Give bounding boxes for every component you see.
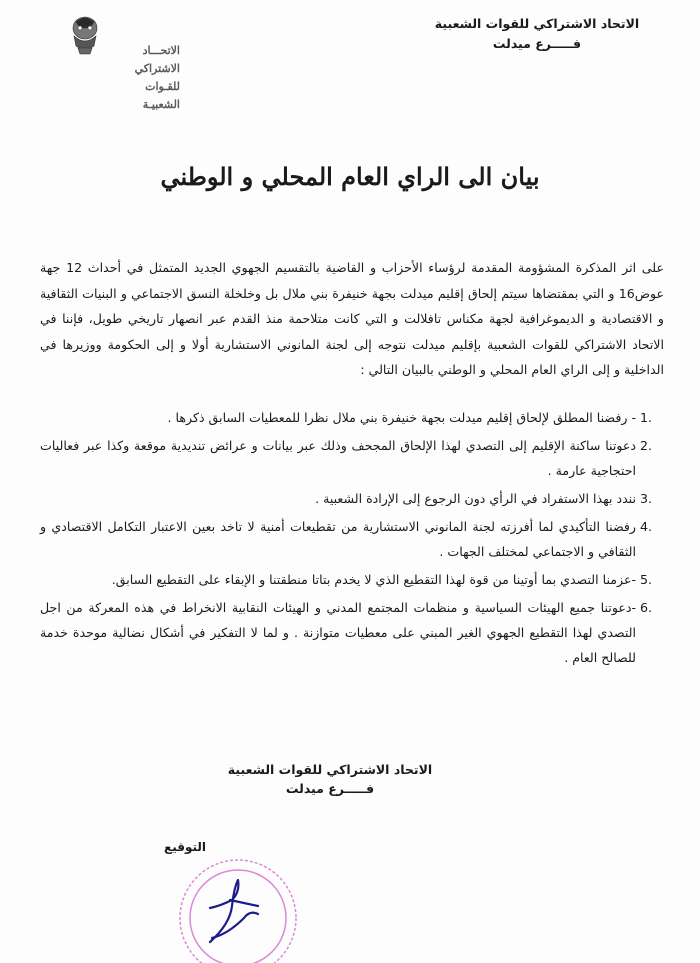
list-item [40, 595, 664, 670]
header-org-name: الاتحاد الاشتراكي للقوات الشعبية [434, 16, 640, 31]
header-branch: فـــــرع ميدلت [492, 36, 582, 51]
list-item [40, 567, 664, 592]
party-logo [60, 14, 180, 134]
org-header [432, 14, 642, 54]
logo-line: الاشتراكي [134, 62, 180, 75]
point-text: -دعوتنا جميع الهيئات السياسية و منظمات المجتمع المدني و الهيئات النقابية الانخراط في هذه المعركة من اجل التصدي لهذا التقطيع الجهوي الغير المبني على معطيات متوازنة . و لما لا التفكير في أشكال نضالية موحدة خدمة للصالح العام . [40, 600, 636, 665]
document-title: بيان الى الراي العام المحلي و الوطني [160, 162, 540, 191]
point-text: رفضنا التأكيدي لما أفرزته لجنة المانوني الاستشارية من تقطيعات أمنية لا تاخد بعين الاعتبار التكامل الاقتصادي و الثقافي و الاجتماعي لمختلف الجهات . [40, 519, 636, 559]
point-number: 4. [640, 519, 653, 534]
logo-line: للقـوات [145, 80, 180, 93]
stamp-seal [180, 860, 296, 963]
handwritten-signature [210, 880, 258, 942]
list-item [40, 433, 664, 483]
intro-paragraph: على اثر المذكرة المشؤومة المقدمة لرؤساء الأحزاب و القاضية بالتقسيم الجهوي الجديد المتمثل في أحداث 12 جهة عوض16 و التي بمقتضاها سيتم إلحاق إقليم ميدلت بجهة خنيفرة بني ملال بل وخلخلة النسق الاجتماعي و البنيات الثقافية و الاقتصادية و الديموغرافية لجهة مكناس تافلالت و التي كانت متلاحمة منذ القدم عبر انصهار تاريخي طويل، فإننا في الاتحاد الاشتراكي للقوات الشعبية بإقليم ميدلت نتوجه إلى لجنة المانوني الاستشارية أولا و إلى الحكومة ووزيرها في الداخلية و إلى الراي العام المحلي و الوطني بالبيان التالي : [40, 260, 664, 377]
point-text: -عزمنا التصدي بما أوتينا من قوة لهذا التقطيع الذي لا يخدم بتاتا منطقتنا و الإبقاء على التقطيع السابق. [111, 572, 636, 587]
point-number: 5. [640, 572, 653, 587]
footer-branch: فـــــرع ميدلت [285, 781, 375, 796]
logo-line: الشعبيـة [142, 98, 180, 111]
point-text: - رفضنا المطلق لإلحاق إقليم ميدلت بجهة خنيفرة بني ملال نظرا للمعطيات السابق ذكرها . [167, 410, 636, 425]
point-number: 1. [640, 410, 653, 425]
point-number: 3. [640, 491, 653, 506]
list-item [40, 405, 664, 430]
point-number: 2. [640, 438, 653, 453]
point-text: دعوتنا ساكنة الإقليم إلى التصدي لهذا الإلحاق المجحف وذلك عبر بيانات و عرائض تنديدية موقعة وكذا عبر فعاليات احتجاجية عارمة . [40, 438, 636, 478]
signature-label: التوقيع [164, 840, 206, 854]
logo-text [96, 42, 180, 114]
list-item [40, 514, 664, 564]
point-number: 6. [640, 600, 653, 615]
point-text: نندد بهذا الاستفراد في الرأي دون الرجوع إلى الإرادة الشعبية . [315, 491, 636, 506]
org-footer [220, 760, 440, 798]
footer-org-name: الاتحاد الاشتراكي للقوات الشعبية [227, 762, 433, 777]
stamp-signature [150, 840, 320, 963]
list-item [40, 486, 664, 511]
statement-points [40, 405, 664, 673]
logo-line: الاتحـــاد [142, 44, 180, 57]
